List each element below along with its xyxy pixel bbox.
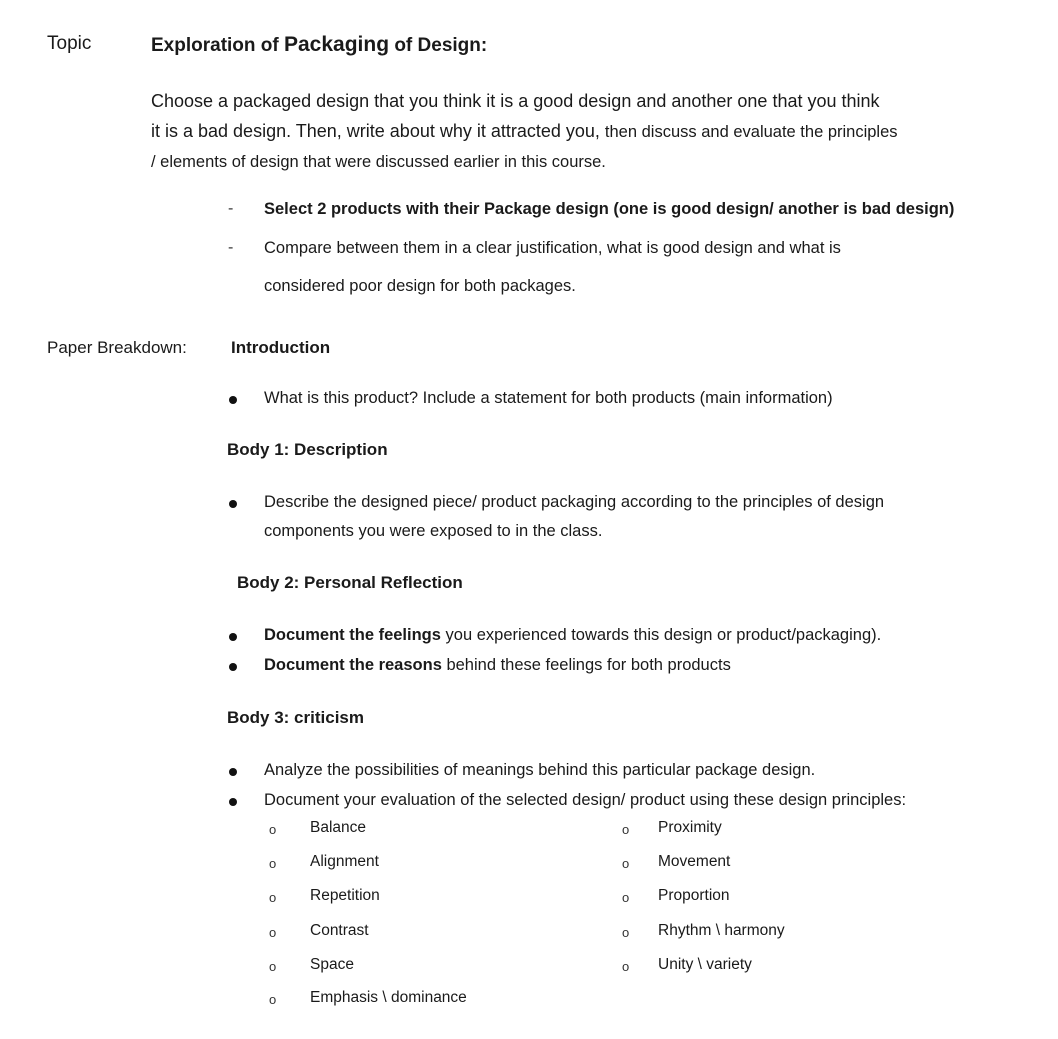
principle-item: Emphasis \ dominance <box>310 989 467 1006</box>
body2-heading: Body 2: Personal Reflection <box>237 573 463 592</box>
bullet-icon <box>229 500 237 508</box>
principle-item: Space <box>310 956 354 973</box>
body3-heading: Body 3: criticism <box>227 708 364 727</box>
body2-bullet-1: Document the feelings you experienced towards this design or product/packaging). <box>264 626 882 644</box>
circle-bullet-icon: o <box>622 890 630 905</box>
topic-title-prefix: Exploration of <box>151 35 284 56</box>
dash-marker: - <box>228 200 234 217</box>
circle-bullet-icon: o <box>269 890 277 905</box>
circle-bullet-icon: o <box>269 925 277 940</box>
intro-bullet-text: What is this product? Include a statement for both products (main information) <box>264 389 833 407</box>
principle-item: Balance <box>310 819 367 836</box>
topic-title-emph: Packaging <box>284 33 390 56</box>
introduction-heading: Introduction <box>231 338 331 357</box>
principle-item: Contrast <box>310 922 369 939</box>
topic-label: Topic <box>47 33 92 54</box>
circle-bullet-icon: o <box>622 856 630 871</box>
body1-heading: Body 1: Description <box>227 440 388 459</box>
intro-paragraph <box>151 86 1031 177</box>
task-1-text: Select 2 products with their Package design (one is good design/ another is bad design) <box>264 200 955 218</box>
principle-item: Alignment <box>310 853 379 870</box>
principle-item: Movement <box>658 853 731 870</box>
circle-bullet-icon: o <box>622 959 630 974</box>
bullet-icon <box>229 396 237 404</box>
bullet-icon <box>229 663 237 671</box>
body3-bullet-2: Document your evaluation of the selected design/ product using these design principles: <box>264 791 907 809</box>
intro-line-3: / elements of design that were discussed earlier in this course. <box>151 153 606 171</box>
principle-item: Repetition <box>310 887 380 904</box>
topic-title <box>151 33 487 57</box>
body1-bullet-line-1: Describe the designed piece/ product packaging according to the principles of design <box>264 493 885 511</box>
principle-item: Proportion <box>658 887 730 904</box>
task-2-line-1: Compare between them in a clear justification, what is good design and what is <box>264 239 841 257</box>
circle-bullet-icon: o <box>622 822 630 837</box>
bullet-icon <box>229 633 237 641</box>
principle-item: Unity \ variety <box>658 956 752 973</box>
intro-line-1: Choose a packaged design that you think it is a good design and another one that you think <box>151 91 880 111</box>
bullet-icon <box>229 798 237 806</box>
bullet-icon <box>229 768 237 776</box>
circle-bullet-icon: o <box>269 959 277 974</box>
circle-bullet-icon: o <box>269 822 277 837</box>
body1-bullet-line-2: components you were exposed to in the class. <box>264 522 603 540</box>
task-2-line-2: considered poor design for both packages. <box>264 277 576 295</box>
body3-bullet-1: Analyze the possibilities of meanings behind this particular package design. <box>264 761 816 779</box>
circle-bullet-icon: o <box>269 992 277 1007</box>
circle-bullet-icon: o <box>269 856 277 871</box>
circle-bullet-icon: o <box>622 925 630 940</box>
body2-bullet-2: Document the reasons behind these feelings for both products <box>264 656 731 674</box>
principle-item: Proximity <box>658 819 722 836</box>
principle-item: Rhythm \ harmony <box>658 922 785 939</box>
dash-marker: - <box>228 239 234 256</box>
breakdown-label: Paper Breakdown: <box>47 338 187 357</box>
intro-line-2: it is a bad design. Then, write about why it attracted you, then discuss and evaluate the principles <box>151 121 898 141</box>
topic-title-suffix: of Design: <box>389 35 488 56</box>
